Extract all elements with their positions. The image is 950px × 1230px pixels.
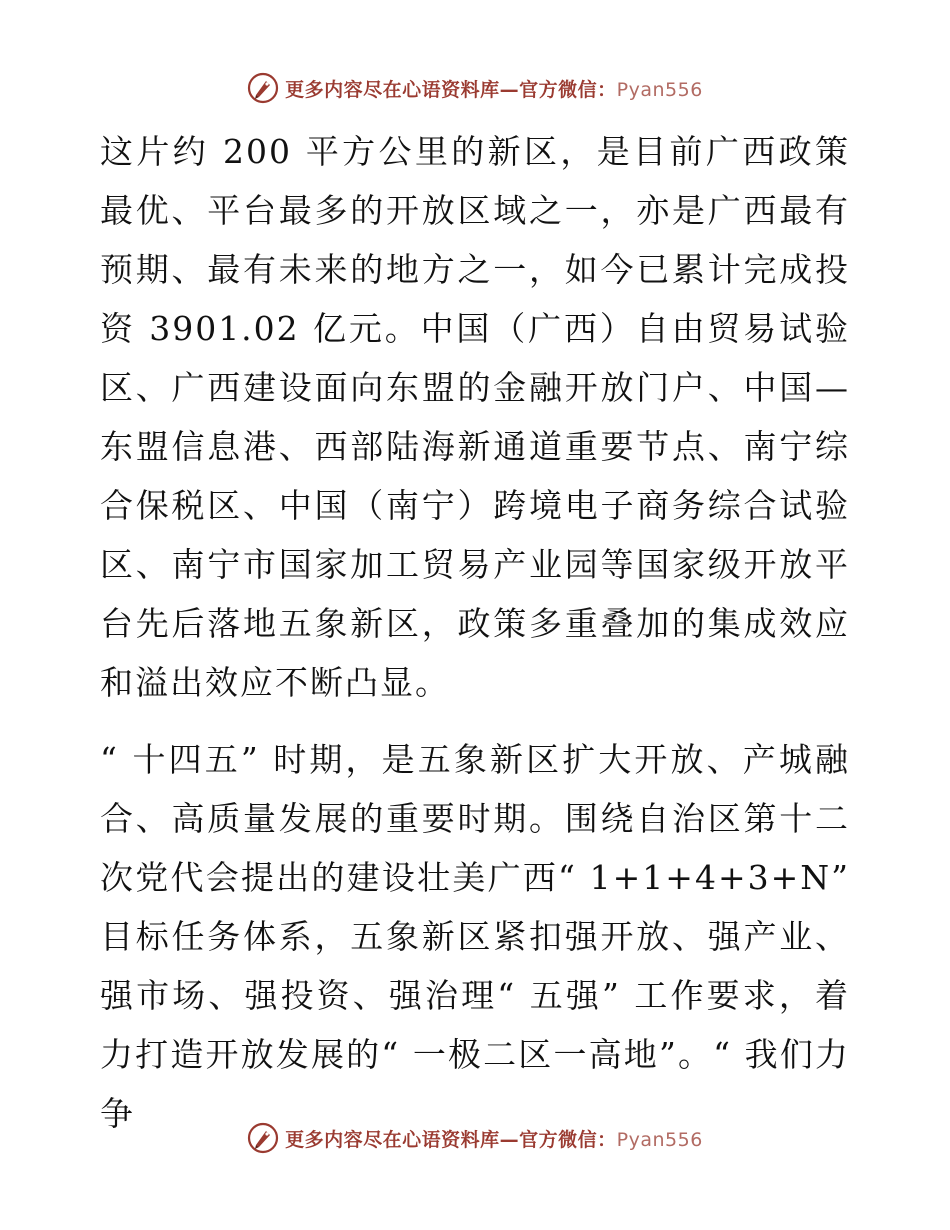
watermark-label: 更多内容尽在心语资料库—官方微信： (285, 1128, 617, 1151)
header-watermark (0, 72, 950, 104)
paragraph-1: 这片约 200 平方公里的新区，是目前广西政策最优、平台最多的开放区域之一，亦是广西最有预期、最有未来的地方之一，如今已累计完成投资 3901.02 亿元。中国（广西）自由贸易试验区、广西建设面向东盟的金融开放门户、中国—东盟信息港、西部陆海新通道重要节点、南宁综合保税区、中国（南宁）跨境电子商务综合试验区、南宁市国家加工贸易产业园等国家级开放平台先后落地五象新区，政策多重叠加的集成效应和溢出效应不断凸显。 (100, 132, 850, 702)
pen-nib-logo-icon (247, 72, 279, 104)
document-body (100, 122, 850, 1143)
watermark-label: 更多内容尽在心语资料库—官方微信： (285, 78, 617, 101)
watermark-text (285, 75, 703, 102)
footer-watermark (0, 1122, 950, 1154)
pen-nib-logo-icon (247, 1122, 279, 1154)
paragraph-2: “ 十四五” 时期，是五象新区扩大开放、产城融合、高质量发展的重要时期。围绕自治区第十二次党代会提出的建设壮美广西“ 1+1+4+3+N” 目标任务体系，五象新区紧扣强开放、强产业、强市场、强投资、强治理“ 五强” 工作要求，着力打造开放发展的“ 一极二区一高地”。“ 我们力争 (100, 740, 850, 1133)
watermark-account: Pyan556 (616, 78, 703, 101)
watermark-account: Pyan556 (616, 1128, 703, 1151)
watermark-text (285, 1125, 703, 1152)
